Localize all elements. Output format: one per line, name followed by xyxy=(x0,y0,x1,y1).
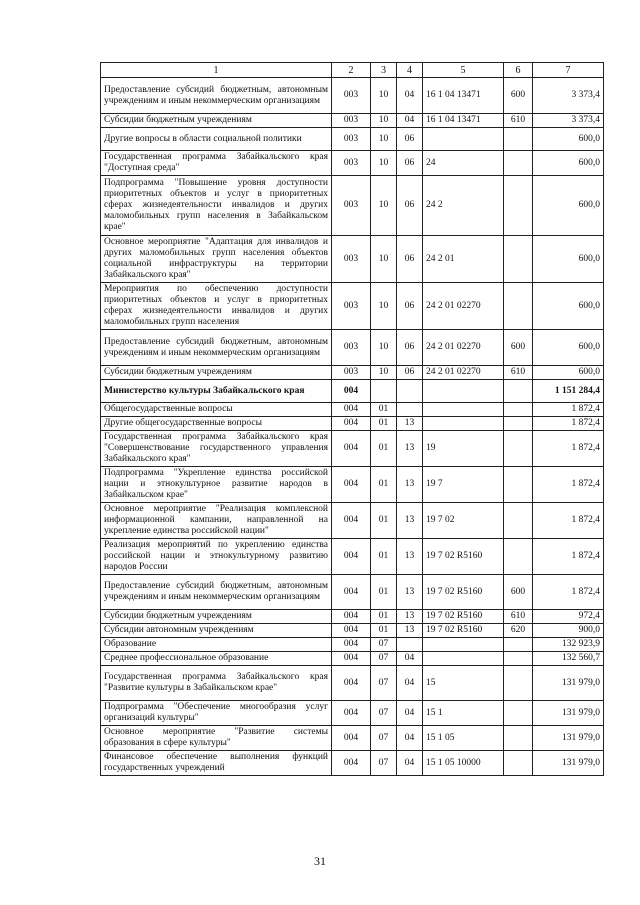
row-amount: 1 872,4 xyxy=(533,467,604,503)
row-ministry-code: 004 xyxy=(332,726,371,751)
row-ministry-code: 003 xyxy=(332,283,371,330)
row-section: 10 xyxy=(371,366,397,380)
row-ministry-code: 003 xyxy=(332,128,371,151)
row-name: Подпрограмма "Укрепление единства российской нации и этнокультурное развитие народов в Забайкальском крае" xyxy=(101,467,332,503)
row-target-article: 24 2 01 02270 xyxy=(423,366,504,380)
table-row xyxy=(101,114,604,128)
row-section: 01 xyxy=(371,539,397,575)
row-target-article: 24 2 01 xyxy=(423,236,504,283)
row-name: Государственная программа Забайкальского края "Развитие культуры в Забайкальском крае" xyxy=(101,666,332,701)
row-expense-type xyxy=(504,417,533,431)
row-ministry-code: 004 xyxy=(332,701,371,726)
row-section: 10 xyxy=(371,236,397,283)
table-row xyxy=(101,417,604,431)
row-name: Субсидии автономным учреждениям xyxy=(101,624,332,638)
row-amount: 131 979,0 xyxy=(533,701,604,726)
table-row xyxy=(101,467,604,503)
row-name: Предоставление субсидий бюджетным, автономным учреждениям и иным некоммерческим организациям xyxy=(101,575,332,610)
row-name: Субсидии бюджетным учреждениям xyxy=(101,610,332,624)
row-name: Субсидии бюджетным учреждениям xyxy=(101,366,332,380)
table-row xyxy=(101,78,604,114)
row-amount: 600,0 xyxy=(533,330,604,366)
row-name: Государственная программа Забайкальского края "Совершенствование государственного управления Забайкальского края" xyxy=(101,431,332,467)
row-name: Предоставление субсидий бюджетным, автономным учреждениям и иным некоммерческим организациям xyxy=(101,78,332,114)
row-expense-type: 620 xyxy=(504,624,533,638)
row-ministry-code: 003 xyxy=(332,176,371,236)
row-expense-type xyxy=(504,236,533,283)
row-section xyxy=(371,380,397,403)
row-ministry-code: 004 xyxy=(332,610,371,624)
row-expense-type xyxy=(504,638,533,652)
table-row xyxy=(101,330,604,366)
row-section: 10 xyxy=(371,114,397,128)
row-expense-type xyxy=(504,176,533,236)
row-amount: 3 373,4 xyxy=(533,78,604,114)
row-name: Среднее профессиональное образование xyxy=(101,652,332,666)
row-name: Другие общегосударственные вопросы xyxy=(101,417,332,431)
row-ministry-code: 004 xyxy=(332,539,371,575)
header-col-2: 2 xyxy=(332,63,371,78)
row-name: Финансовое обеспечение выполнения функций государственных учреждений xyxy=(101,751,332,776)
row-target-article: 19 7 02 R5160 xyxy=(423,624,504,638)
row-name: Подпрограмма "Обеспечение многообразия услуг организаций культуры" xyxy=(101,701,332,726)
row-section: 01 xyxy=(371,417,397,431)
row-expense-type xyxy=(504,467,533,503)
row-target-article: 15 1 xyxy=(423,701,504,726)
row-subsection: 06 xyxy=(397,366,423,380)
row-subsection: 13 xyxy=(397,467,423,503)
row-amount: 600,0 xyxy=(533,151,604,176)
row-name: Другие вопросы в области социальной политики xyxy=(101,128,332,151)
table-row xyxy=(101,575,604,610)
row-subsection: 06 xyxy=(397,330,423,366)
row-target-article: 19 xyxy=(423,431,504,467)
table-row xyxy=(101,366,604,380)
row-amount: 1 872,4 xyxy=(533,539,604,575)
row-name: Министерство культуры Забайкальского края xyxy=(101,380,332,403)
row-ministry-code: 004 xyxy=(332,503,371,539)
row-section: 10 xyxy=(371,283,397,330)
row-section: 10 xyxy=(371,128,397,151)
row-ministry-code: 004 xyxy=(332,380,371,403)
row-section: 07 xyxy=(371,652,397,666)
table-row xyxy=(101,539,604,575)
table-row xyxy=(101,624,604,638)
row-section: 10 xyxy=(371,330,397,366)
row-subsection: 13 xyxy=(397,575,423,610)
row-subsection: 04 xyxy=(397,751,423,776)
row-amount: 600,0 xyxy=(533,236,604,283)
table-row xyxy=(101,610,604,624)
row-target-article: 19 7 02 R5160 xyxy=(423,575,504,610)
row-amount: 1 872,4 xyxy=(533,431,604,467)
row-expense-type: 610 xyxy=(504,114,533,128)
row-amount: 600,0 xyxy=(533,283,604,330)
row-ministry-code: 004 xyxy=(332,638,371,652)
row-name: Субсидии бюджетным учреждениям xyxy=(101,114,332,128)
row-expense-type xyxy=(504,403,533,417)
row-target-article xyxy=(423,417,504,431)
row-target-article: 15 1 05 10000 xyxy=(423,751,504,776)
header-col-7: 7 xyxy=(533,63,604,78)
row-section: 01 xyxy=(371,624,397,638)
row-name: Общегосударственные вопросы xyxy=(101,403,332,417)
row-subsection xyxy=(397,638,423,652)
row-section: 01 xyxy=(371,431,397,467)
row-ministry-code: 003 xyxy=(332,151,371,176)
row-subsection: 13 xyxy=(397,624,423,638)
row-name: Основное мероприятие "Реализация комплексной информационной кампании, направленной на укрепление единства российской нации" xyxy=(101,503,332,539)
row-section: 07 xyxy=(371,751,397,776)
row-target-article: 24 xyxy=(423,151,504,176)
row-amount: 1 151 284,4 xyxy=(533,380,604,403)
row-amount: 132 923,9 xyxy=(533,638,604,652)
row-expense-type xyxy=(504,283,533,330)
header-col-5: 5 xyxy=(423,63,504,78)
table-row xyxy=(101,380,604,403)
header-col-1: 1 xyxy=(101,63,332,78)
header-col-6: 6 xyxy=(504,63,533,78)
row-amount: 1 872,4 xyxy=(533,417,604,431)
row-target-article xyxy=(423,652,504,666)
row-expense-type: 610 xyxy=(504,610,533,624)
row-subsection: 06 xyxy=(397,236,423,283)
row-subsection: 06 xyxy=(397,176,423,236)
row-amount: 900,0 xyxy=(533,624,604,638)
row-amount: 3 373,4 xyxy=(533,114,604,128)
row-section: 10 xyxy=(371,151,397,176)
row-target-article xyxy=(423,638,504,652)
table-row xyxy=(101,236,604,283)
row-section: 07 xyxy=(371,666,397,701)
row-ministry-code: 004 xyxy=(332,751,371,776)
row-expense-type: 600 xyxy=(504,330,533,366)
row-ministry-code: 003 xyxy=(332,330,371,366)
row-name: Основное мероприятие "Развитие системы образования в сфере культуры" xyxy=(101,726,332,751)
row-section: 10 xyxy=(371,176,397,236)
row-target-article: 24 2 01 02270 xyxy=(423,330,504,366)
row-section: 01 xyxy=(371,403,397,417)
row-section: 07 xyxy=(371,701,397,726)
row-target-article: 24 2 01 02270 xyxy=(423,283,504,330)
row-amount: 600,0 xyxy=(533,366,604,380)
row-target-article: 19 7 xyxy=(423,467,504,503)
row-ministry-code: 003 xyxy=(332,366,371,380)
row-ministry-code: 004 xyxy=(332,652,371,666)
row-subsection: 06 xyxy=(397,283,423,330)
row-subsection: 04 xyxy=(397,701,423,726)
row-target-article: 16 1 04 13471 xyxy=(423,78,504,114)
row-target-article xyxy=(423,380,504,403)
row-subsection: 04 xyxy=(397,666,423,701)
row-subsection: 06 xyxy=(397,128,423,151)
row-amount: 131 979,0 xyxy=(533,751,604,776)
header-col-4: 4 xyxy=(397,63,423,78)
row-subsection: 06 xyxy=(397,151,423,176)
row-expense-type xyxy=(504,652,533,666)
row-subsection: 13 xyxy=(397,417,423,431)
row-name: Государственная программа Забайкальского края "Доступная среда" xyxy=(101,151,332,176)
row-expense-type xyxy=(504,431,533,467)
row-section: 01 xyxy=(371,575,397,610)
row-amount: 132 560,7 xyxy=(533,652,604,666)
row-amount: 1 872,4 xyxy=(533,403,604,417)
row-expense-type xyxy=(504,726,533,751)
header-row xyxy=(101,63,604,78)
row-expense-type: 600 xyxy=(504,575,533,610)
row-name: Образование xyxy=(101,638,332,652)
row-amount: 131 979,0 xyxy=(533,726,604,751)
row-target-article: 16 1 04 13471 xyxy=(423,114,504,128)
row-ministry-code: 004 xyxy=(332,431,371,467)
row-name: Основное мероприятие "Адаптация для инвалидов и других маломобильных групп населения объектов социальной инфраструктуры на территории Забайкальского края" xyxy=(101,236,332,283)
table-row xyxy=(101,638,604,652)
row-expense-type xyxy=(504,539,533,575)
row-subsection: 04 xyxy=(397,652,423,666)
row-amount: 972,4 xyxy=(533,610,604,624)
budget-table xyxy=(100,62,604,776)
table-row xyxy=(101,431,604,467)
row-name: Предоставление субсидий бюджетным, автономным учреждениям и иным некоммерческим организациям xyxy=(101,330,332,366)
row-amount: 1 872,4 xyxy=(533,575,604,610)
header-col-3: 3 xyxy=(371,63,397,78)
row-target-article: 19 7 02 R5160 xyxy=(423,610,504,624)
row-ministry-code: 004 xyxy=(332,666,371,701)
table-row xyxy=(101,403,604,417)
row-section: 10 xyxy=(371,78,397,114)
row-section: 01 xyxy=(371,503,397,539)
row-expense-type: 610 xyxy=(504,366,533,380)
row-name: Мероприятия по обеспечению доступности приоритетных объектов и услуг в приоритетных сферах жизнедеятельности инвалидов и других маломобильных групп населения xyxy=(101,283,332,330)
row-section: 07 xyxy=(371,638,397,652)
table-row xyxy=(101,701,604,726)
row-amount: 600,0 xyxy=(533,176,604,236)
table-row xyxy=(101,751,604,776)
row-ministry-code: 004 xyxy=(332,467,371,503)
row-expense-type xyxy=(504,380,533,403)
row-target-article xyxy=(423,403,504,417)
page-number: 31 xyxy=(314,854,326,868)
row-name: Реализация мероприятий по укреплению единства российской нации и этнокультурному развитию народов России xyxy=(101,539,332,575)
row-section: 07 xyxy=(371,726,397,751)
row-expense-type xyxy=(504,701,533,726)
row-expense-type xyxy=(504,503,533,539)
row-subsection: 13 xyxy=(397,539,423,575)
row-expense-type: 600 xyxy=(504,78,533,114)
row-ministry-code: 003 xyxy=(332,114,371,128)
table-row xyxy=(101,128,604,151)
table-row xyxy=(101,283,604,330)
row-amount: 131 979,0 xyxy=(533,666,604,701)
row-expense-type xyxy=(504,151,533,176)
row-subsection xyxy=(397,380,423,403)
row-subsection: 13 xyxy=(397,610,423,624)
row-expense-type xyxy=(504,666,533,701)
row-subsection xyxy=(397,403,423,417)
row-section: 01 xyxy=(371,610,397,624)
table-row xyxy=(101,666,604,701)
row-target-article xyxy=(423,128,504,151)
row-expense-type xyxy=(504,128,533,151)
row-target-article: 19 7 02 xyxy=(423,503,504,539)
budget-table-container xyxy=(100,62,603,776)
row-expense-type xyxy=(504,751,533,776)
row-target-article: 15 xyxy=(423,666,504,701)
row-target-article: 24 2 xyxy=(423,176,504,236)
row-amount: 600,0 xyxy=(533,128,604,151)
table-row xyxy=(101,151,604,176)
row-amount: 1 872,4 xyxy=(533,503,604,539)
row-target-article: 19 7 02 R5160 xyxy=(423,539,504,575)
row-subsection: 04 xyxy=(397,114,423,128)
row-ministry-code: 004 xyxy=(332,403,371,417)
row-ministry-code: 004 xyxy=(332,417,371,431)
table-row xyxy=(101,652,604,666)
row-subsection: 13 xyxy=(397,503,423,539)
row-subsection: 13 xyxy=(397,431,423,467)
row-subsection: 04 xyxy=(397,78,423,114)
table-row xyxy=(101,176,604,236)
table-row xyxy=(101,726,604,751)
row-target-article: 15 1 05 xyxy=(423,726,504,751)
row-section: 01 xyxy=(371,467,397,503)
row-name: Подпрограмма "Повышение уровня доступности приоритетных объектов и услуг в приоритетных сферах жизнедеятельности инвалидов и других маломобильных групп населения в Забайкальском крае" xyxy=(101,176,332,236)
row-ministry-code: 003 xyxy=(332,236,371,283)
row-ministry-code: 004 xyxy=(332,624,371,638)
row-ministry-code: 003 xyxy=(332,78,371,114)
row-subsection: 04 xyxy=(397,726,423,751)
table-row xyxy=(101,503,604,539)
row-ministry-code: 004 xyxy=(332,575,371,610)
